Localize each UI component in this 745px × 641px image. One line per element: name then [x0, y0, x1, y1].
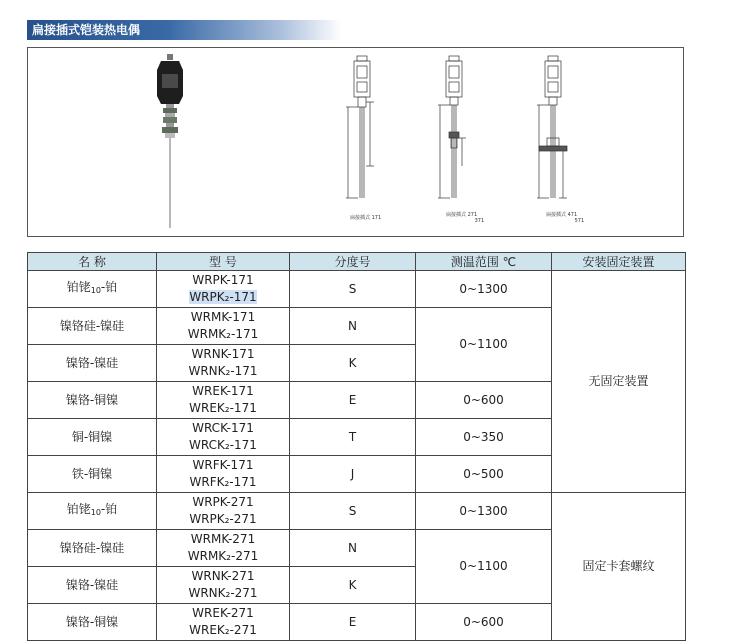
cell-grade: J [290, 456, 416, 493]
drawing-271-371 [438, 56, 466, 198]
header-model: 型 号 [157, 253, 290, 271]
thermocouple-drawings [28, 48, 685, 238]
cell-model: WRMK-271 WRMK₂-271 [157, 530, 290, 567]
cell-model: WRMK-171 WRMK₂-171 [157, 308, 290, 345]
cell-name: 镍铬-镍硅 [28, 345, 157, 382]
cell-model: WRPK-171 WRPK₂-171 [157, 271, 290, 308]
drawing-471-571 [537, 56, 567, 198]
cell-range: 0~1100 [416, 530, 552, 604]
cell-range: 0~1100 [416, 308, 552, 382]
caption-271-371 [446, 212, 484, 224]
cell-name: 铁-铜镍 [28, 456, 157, 493]
cell-model: WRFK-171 WRFK₂-171 [157, 456, 290, 493]
caption-code: 271 [467, 212, 478, 218]
cell-model: WREK-271 WREK₂-271 [157, 604, 290, 641]
cell-range: 0~1300 [416, 493, 552, 530]
section-title: 扁接插式铠装热电偶 [27, 20, 342, 40]
table-row [28, 493, 686, 530]
caption-label: 扁接插式 [546, 212, 567, 218]
table-header-row [28, 253, 686, 271]
cell-grade: E [290, 382, 416, 419]
caption-label: 扁接插式 [446, 212, 467, 218]
header-mount: 安装固定装置 [552, 253, 686, 271]
cell-model: WRCK-171 WRCK₂-171 [157, 419, 290, 456]
cell-name: 镍铬-铜镍 [28, 382, 157, 419]
cell-grade: K [290, 567, 416, 604]
drawing-171 [346, 56, 374, 198]
header-range: 测温范围 ℃ [416, 253, 552, 271]
caption-471-571 [546, 212, 584, 224]
caption-code: 571 [574, 218, 585, 224]
cell-range: 0~350 [416, 419, 552, 456]
cell-grade: T [290, 419, 416, 456]
cell-grade: S [290, 493, 416, 530]
spec-table [27, 252, 686, 641]
product-figure [27, 47, 684, 237]
caption-171 [350, 215, 381, 221]
caption-code: 371 [474, 218, 485, 224]
header-grade: 分度号 [290, 253, 416, 271]
cell-name: 镍铬硅-镍硅 [28, 530, 157, 567]
caption-code: 171 [371, 215, 382, 221]
table-row [28, 271, 686, 308]
caption-code: 471 [567, 212, 578, 218]
cell-mount: 无固定装置 [552, 271, 686, 493]
cell-range: 0~600 [416, 604, 552, 641]
cell-model: WRPK-271 WRPK₂-271 [157, 493, 290, 530]
cell-grade: K [290, 345, 416, 382]
cell-mount: 固定卡套螺纹 [552, 493, 686, 641]
thermocouple-photo [157, 54, 183, 228]
cell-model: WRNK-171 WRNK₂-171 [157, 345, 290, 382]
cell-model: WREK-171 WREK₂-171 [157, 382, 290, 419]
cell-name: 铂铑$_{10}$-铂 [28, 271, 157, 308]
cell-grade: E [290, 604, 416, 641]
cell-grade: N [290, 530, 416, 567]
cell-name: 镍铬-铜镍 [28, 604, 157, 641]
cell-range: 0~500 [416, 456, 552, 493]
header-name: 名 称 [28, 253, 157, 271]
cell-grade: N [290, 308, 416, 345]
cell-name: 铂铑$_{10}$-铂 [28, 493, 157, 530]
cell-name: 铜-铜镍 [28, 419, 157, 456]
cell-model: WRNK-271 WRNK₂-271 [157, 567, 290, 604]
caption-label: 扁接插式 [350, 215, 371, 221]
cell-name: 镍铬硅-镍硅 [28, 308, 157, 345]
cell-range: 0~1300 [416, 271, 552, 308]
cell-name: 镍铬-镍硅 [28, 567, 157, 604]
selected-text[interactable]: WRPK₂-171 [189, 290, 257, 304]
cell-range: 0~600 [416, 382, 552, 419]
cell-grade: S [290, 271, 416, 308]
